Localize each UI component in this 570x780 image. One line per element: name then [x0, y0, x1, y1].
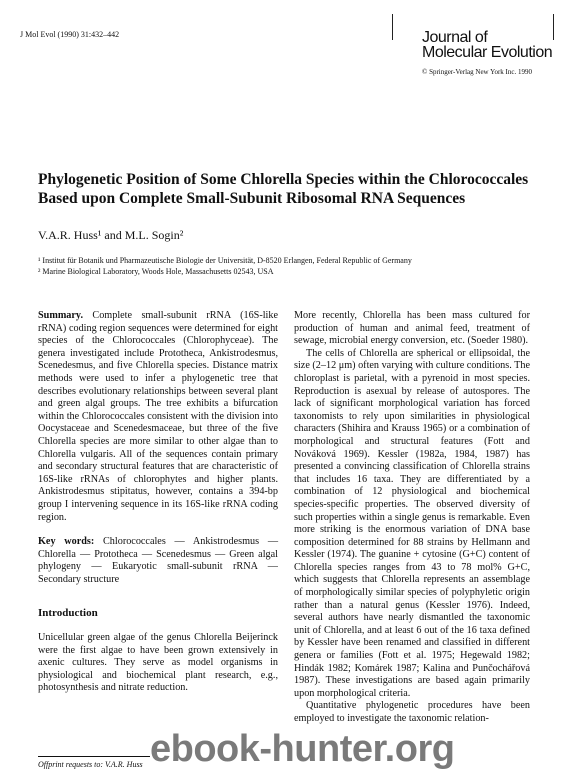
affiliation-1: ¹ Institut für Botanik und Pharmazeutische Biologie der Universität, D-8520 Erlangen, Federal Republic of Germany	[38, 256, 412, 265]
left-column	[38, 310, 278, 586]
article-title: Phylogenetic Position of Some Chlorella Species within the Chlorococcales Based upon Complete Small-Subunit Ribosomal RNA Sequences	[38, 171, 529, 207]
keywords-text: Chlorococcales — Ankistrodesmus — Chlorella — Prototheca — Scenedesmus — Green algal phylogeny — Eukaryotic small-subunit rRNA — Secondary structure	[38, 536, 279, 585]
footnote-rule	[38, 756, 150, 757]
right-paragraph-1: More recently, Chlorella has been mass cultured for production of human and animal feed, treatment of sewage, microbial energy conversion, etc. (Soeder 1980).	[294, 310, 530, 347]
summary-label: Summary.	[38, 310, 83, 321]
right-paragraph-2: The cells of Chlorella are spherical or ellipsoidal, the size (2–12 μm) often varying with culture conditions. The chloroplast is parietal, with a pyrenoid in most species. Reproduction is asexual by release of autospores. The lack of significant morphological variation has forced taxonomists to rely upon similarities in physiological characters (Shihira and Krauss 1965) or a combination of morphological and structural features (Fott and Nováková 1969). Kessler (1982a, 1984, 1987) has presented a convincing classification of Chlorella strains that includes 16 taxa. They are differentiated by a combination of 12 physiological and biochemical species-specific properties. The observed diversity of such properties within a single genus is remarkable. Even more striking is the enormous variation of DNA base composition determined for 88 strains by Hellmann and Kessler (1974). The guanine + cytosine (G+C) content of Chlorella species ranges from 43 to 78 mol% G+C, which suggests that Chlorella represents an assemblage of morphologically similar species of polyphyletic origin rather than a natural genus (Kessler 1976). Indeed, several authors have nearly dismantled the taxonomic unit of Chlorella, and at least 6 out of the 16 taxa defined by Kessler have been renamed and classified in different genera or families (Fott et al. 1975; Hegewald 1982; Hindák 1982; Komárek 1987; Kalina and Punčochářová 1987). These investigations are based again primarily upon morphological criteria.	[294, 347, 530, 699]
journal-logo	[422, 30, 552, 60]
keywords-paragraph	[38, 536, 278, 586]
watermark-logo: ebook-hunter.org	[150, 728, 455, 770]
journal-citation: J Mol Evol (1990) 31:432–442	[20, 30, 120, 39]
introduction-heading: Introduction	[38, 607, 98, 619]
article-authors: V.A.R. Huss¹ and M.L. Sogin²	[38, 228, 184, 242]
journal-logo-line2: Molecular Evolution	[422, 44, 553, 61]
right-column	[294, 310, 530, 726]
summary-text: Complete small-subunit rRNA (16S-like rRNA) coding region sequences were determined for eight species of the Chlorococcales (Chlorophyceae). The genera investigated include Prototheca, Ankistrodesmus, Scenedesmus, and five Chlorella species. Distance matrix methods were used to infer a phylogenetic tree that describes evolutionary relationships between several plant and green algal groups. The tree exhibits a bifurcation within the Chlorococcales consistent with the division into Oocystaceae and Scenedesmaceae, but three of the five Chlorella species are more similar to other algae than to Chlorella vulgaris. All of the sequences contain primary and secondary structural features that are characteristic of 16S-like rRNAs of chlorophytes and higher plants. Ankistrodesmus stipitatus, however, contains a 394-bp group I intervening sequence in its 16S-like rRNA coding region.	[38, 310, 278, 523]
keywords-label: Key words:	[38, 536, 95, 548]
affiliation-2: ² Marine Biological Laboratory, Woods Hole, Massachusetts 02543, USA	[38, 267, 274, 276]
offprint-requests: Offprint requests to: V.A.R. Huss	[38, 760, 143, 769]
introduction-text: Unicellular green algae of the genus Chlorella Beijerinck were the first algae to have been grown extensively in axenic cultures. They serve as model organisms in physiological and biochemical plant research, e.g., photosynthesis and nitrate reduction.	[38, 632, 278, 694]
summary-paragraph	[38, 310, 278, 524]
right-paragraph-3: Quantitative phylogenetic procedures have been employed to investigate the taxonomic relation-	[294, 700, 530, 724]
publisher-copyright: © Springer-Verlag New York Inc. 1990	[422, 68, 532, 76]
journal-logo-line1: Journal of	[422, 29, 488, 46]
